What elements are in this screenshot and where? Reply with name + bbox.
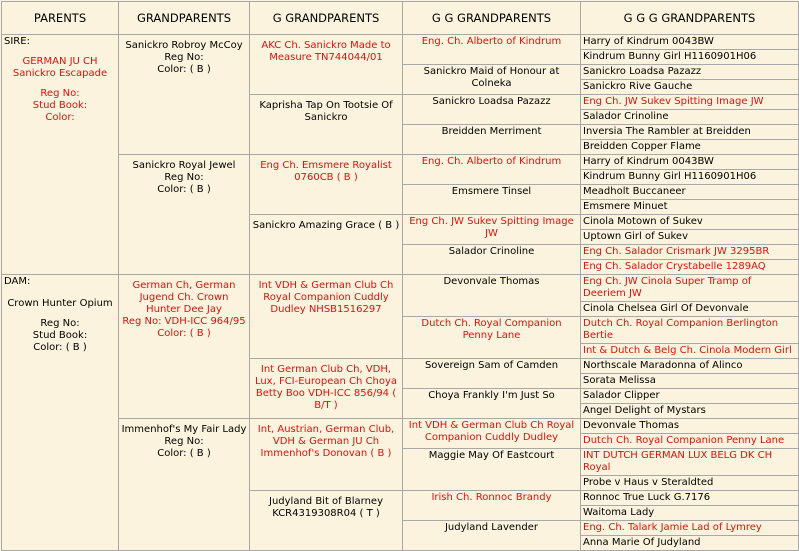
g4-cell-22: Sorata Melissa [581,374,799,389]
g4-cell-28: Probe v Haus v Steraldted [581,476,799,491]
gp-reg: Reg No: [164,436,204,447]
g4-cell-5: Eng Ch. JW Sukev Spitting Image JW [581,95,799,110]
gggp-cell-7: Eng Ch. JW Sukev Spitting Image JW [403,215,581,245]
ggp-name: Sanickro Amazing Grace ( B ) [252,220,400,231]
sire-label: SIRE: [4,36,30,47]
gp-cell-2 [119,155,250,275]
sire-name: GERMAN JU CH Sanickro Escapade [12,56,108,79]
g4-cell-30: Waitoma Lady [581,506,799,521]
gggp-cell-13: Int VDH & German Club Ch Royal Companion Cuddly Dudley [403,419,581,449]
dam-reg: Reg No: [40,318,80,329]
gggp-cell-1: Eng. Ch. Alberto of Kindrum [403,35,581,65]
gp-reg: Reg No: [164,172,204,183]
g4-cell-31: Eng. Ch. Talark Jamie Lad of Lymrey [581,521,799,536]
g4-cell-23: Salador Clipper [581,389,799,404]
gggp-cell-11: Sovereign Sam of Camden [403,359,581,389]
g4-cell-11: Meadholt Buccaneer [581,185,799,200]
g4-cell-4: Sanickro Rive Gauche [581,80,799,95]
gp-cell-4 [119,419,250,551]
ggp-name: AKC Ch. Sanickro Made to Measure TN744044/01 [261,40,391,63]
g4-cell-20: Int & Dutch & Belg Ch. Cinola Modern Girl [581,344,799,359]
header-parents: PARENTS [2,2,119,35]
gggp-cell-8: Salador Crinoline [403,245,581,275]
gp-name: German Ch, German Jugend Ch. Crown Hunter Dee Jay [132,280,236,315]
ggp-cell-6 [250,359,403,419]
g4-cell-1: Harry of Kindrum 0043BW [581,35,799,50]
gggp-cell-10: Dutch Ch. Royal Companion Penny Lane [403,317,581,359]
g4-cell-15: Eng Ch. Salador Crismark JW 3295BR [581,245,799,260]
gp-color: Color: ( B ) [157,184,211,195]
ggp-cell-3 [250,155,403,215]
g4-cell-10: Kindrum Bunny Girl H1160901H06 [581,170,799,185]
g4-cell-29: Ronnoc True Luck G.7176 [581,491,799,506]
gggp-cell-5: Eng. Ch. Alberto of Kindrum [403,155,581,185]
g4-cell-19: Dutch Ch. Royal Companion Berlington Bertie [581,317,799,344]
g4-cell-3: Sanickro Loadsa Pazazz [581,65,799,80]
pedigree-table [1,1,799,551]
header-g-grandparents: G GRANDPARENTS [250,2,403,35]
gp-color: Color: ( B ) [157,64,211,75]
g4-cell-26: Dutch Ch. Royal Companion Penny Lane [581,434,799,449]
gggp-cell-6: Emsmere Tinsel [403,185,581,215]
ggp-cell-5 [250,275,403,359]
ggp-name: Int VDH & German Club Ch Royal Companion Cuddly Dudley NHSB1516297 [258,280,394,315]
gggp-cell-15: Irish Ch. Ronnoc Brandy [403,491,581,521]
g4-cell-14: Uptown Girl of Sukev [581,230,799,245]
header-row [2,2,799,35]
ggp-cell-4 [250,215,403,275]
ggp-cell-7 [250,419,403,491]
g4-cell-2: Kindrum Bunny Girl H1160901H06 [581,50,799,65]
ggp-name: Int German Club Ch, VDH, Lux, FCI-European Ch Choya Betty Boo VDH-ICC 856/94 ( B/T ) [254,364,398,411]
g4-cell-24: Angel Delight of Mystars [581,404,799,419]
gp-cell-1 [119,35,250,155]
gp-name: Sanickro Robroy McCoy [125,40,243,51]
gp-color: Color: ( B ) [157,328,211,339]
gggp-cell-4: Breidden Merriment [403,125,581,155]
ggp-cell-2 [250,95,403,155]
gp-reg: Reg No: VDH-ICC 964/95 [122,316,246,327]
gggp-cell-2: Sanickro Maid of Honour at Colneka [403,65,581,95]
gggp-cell-16: Judyland Lavender [403,521,581,551]
ggp-name: Judyland Bit of Blarney KCR4319308R04 ( T ) [269,496,383,519]
sire-reg: Reg No: [40,88,80,99]
dam-label: DAM: [4,276,31,287]
gp-reg: Reg No: [164,52,204,63]
g4-cell-9: Harry of Kindrum 0043BW [581,155,799,170]
g4-cell-6: Salador Crinoline [581,110,799,125]
header-gg-grandparents: G G GRANDPARENTS [403,2,581,35]
ggp-name: Kaprisha Tap On Tootsie Of Sanickro [259,100,393,123]
ggp-cell-1 [250,35,403,95]
g4-cell-13: Cinola Motown of Sukev [581,215,799,230]
g4-cell-7: Inversia The Rambler at Breidden [581,125,799,140]
dam-color: Color: ( B ) [33,342,87,353]
g4-cell-16: Eng Ch. Salador Crystabelle 1289AQ [581,260,799,275]
ggp-cell-8 [250,491,403,551]
sire-stud: Stud Book: [32,100,88,111]
gp-cell-3 [119,275,250,419]
ggp-name: Int, Austrian, German Club, VDH & German JU Ch Immenhof's Donovan ( B ) [257,424,395,459]
g4-cell-18: Cinola Chelsea Girl Of Devonvale [581,302,799,317]
g4-cell-17: Eng Ch. JW Cinola Super Tramp of Deeriem JW [581,275,799,302]
g4-cell-25: Devonvale Thomas [581,419,799,434]
header-grandparents: GRANDPARENTS [119,2,250,35]
gp-name: Sanickro Royal Jewel [132,160,236,171]
dam-stud: Stud Book: [32,330,88,341]
gggp-cell-14: Maggie May Of Eastcourt [403,449,581,491]
g4-cell-32: Anna Marie Of Judyland [581,536,799,551]
gp-color: Color: ( B ) [157,448,211,459]
sire-color: Color: [45,112,75,123]
g4-cell-21: Northscale Maradonna of Alinco [581,359,799,374]
gggp-cell-9: Devonvale Thomas [403,275,581,317]
header-ggg-grandparents: G G G GRANDPARENTS [581,2,799,35]
dam-cell [2,275,119,551]
sire-cell [2,35,119,275]
ggp-name: Eng Ch. Emsmere Royalist 0760CB ( B ) [260,160,392,183]
g4-cell-12: Emsmere Minuet [581,200,799,215]
dam-name: Crown Hunter Opium [7,298,113,309]
gggp-cell-3: Sanickro Loadsa Pazazz [403,95,581,125]
g4-cell-27: INT DUTCH GERMAN LUX BELG DK CH Royal [581,449,799,476]
g4-cell-8: Breidden Copper Flame [581,140,799,155]
gggp-cell-12: Choya Frankly I'm Just So [403,389,581,419]
gp-name: Immenhof's My Fair Lady [121,424,247,435]
